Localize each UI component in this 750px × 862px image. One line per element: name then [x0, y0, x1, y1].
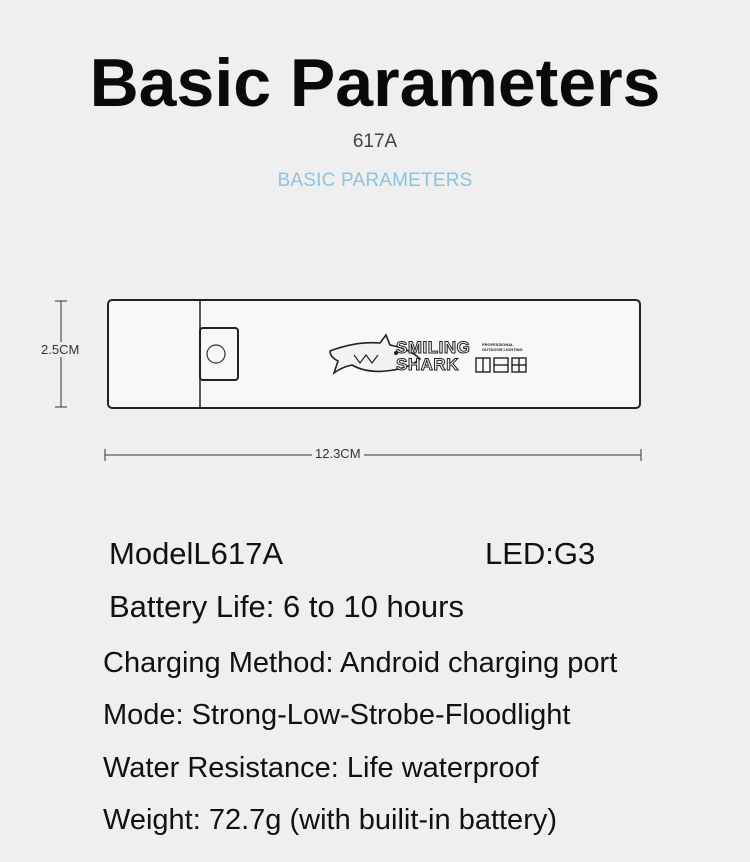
spec-battery: Battery Life: 6 to 10 hours: [109, 589, 464, 624]
spec-charging: Charging Method: Android charging port: [103, 647, 618, 679]
page-title: Basic Parameters: [89, 45, 661, 121]
spec-weight: Weight: 72.7g (with builit-in battery): [103, 804, 558, 836]
height-label: 2.5CM: [41, 342, 80, 357]
model-code: 617A: [352, 131, 398, 152]
spec-mode: Mode: Strong-Low-Strobe-Floodlight: [103, 699, 571, 731]
spec-model: ModelL617A: [109, 536, 284, 571]
length-dimension-line: [0, 445, 750, 465]
chinese-brand-glyphs: [474, 356, 530, 374]
spec-led: LED:G3: [485, 536, 596, 571]
length-label: 12.3CM: [312, 446, 364, 461]
brand-tagline: PROFESSIONAL OUTDOOR LIGHTING: [482, 342, 523, 352]
brand-logo: [396, 338, 536, 378]
brand-line2: SHARK: [396, 355, 459, 374]
page-subtitle: BASIC PARAMETERS: [277, 170, 473, 191]
brand-line1: SMILING: [396, 338, 471, 357]
spec-water: Water Resistance: Life waterproof: [103, 752, 539, 784]
power-button: [200, 328, 238, 380]
